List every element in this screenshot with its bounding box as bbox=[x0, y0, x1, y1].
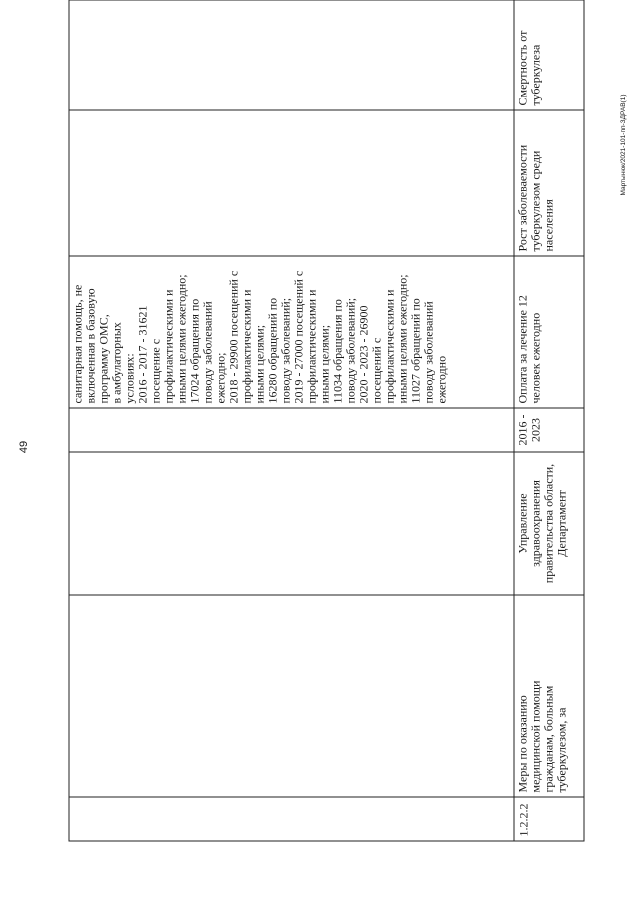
measure-text: Меры по оказанию медицинской помощи гражданам, больным туберкулезом, за bbox=[515, 680, 568, 793]
item-number: 1.2.2.2 bbox=[516, 803, 530, 837]
file-stamp: Мартынюк/2021-101-пп-ЗДРАВ(1) bbox=[620, 94, 627, 196]
item-number-cell bbox=[514, 797, 584, 841]
result-cell bbox=[514, 256, 584, 408]
table-cell bbox=[69, 452, 514, 595]
table-cell bbox=[69, 110, 514, 256]
volume-description-text: санитарная помощь, не включенная в базовую программу ОМС, в амбулаторных условиях: 2016 - 2017 - 31621 посещение с профилактическими и иными целями ежегодно; 17024 обращения по поводу заболеваний ежегодно; 2018 - 29900 посещений с профилактическими и иными целями; 16280 обращений по поводу заболеваний; 2019 - 27000 посещений с профилактическими и иными целями; 11034 обращения по поводу заболеваний; 2020 - 2023 - 26900 посещений с профилактическими и иными целями ежегодно; 11027 обращений по поводу заболеваний ежегодно bbox=[70, 270, 448, 404]
executor-cell bbox=[514, 452, 584, 595]
rotated-table-container bbox=[68, 1, 576, 842]
period-cell bbox=[514, 408, 584, 452]
period-text: 2016 - 2023 bbox=[515, 414, 542, 446]
table-row bbox=[69, 0, 514, 841]
executor-text: Управление здравоохранения правительства области, Департамент bbox=[515, 463, 568, 584]
program-measures-table bbox=[68, 0, 584, 842]
volume-description-cell bbox=[69, 256, 514, 408]
target-indicator-cell bbox=[514, 0, 584, 110]
table-cell bbox=[69, 408, 514, 452]
measure-cell bbox=[514, 595, 584, 797]
table-cell bbox=[69, 797, 514, 841]
page-number: 49 bbox=[18, 440, 30, 454]
table-cell bbox=[69, 0, 514, 110]
risk-indicator-cell bbox=[514, 110, 584, 256]
table-row bbox=[514, 0, 584, 841]
risk-indicator-text: Рост заболеваемости туберкулезом среди населения bbox=[515, 144, 555, 252]
target-indicator-text: Смертность от туберкулеза bbox=[515, 30, 542, 106]
table-cell bbox=[69, 595, 514, 797]
result-text: Оплата за лечение 12 человек ежегодно bbox=[515, 295, 542, 404]
